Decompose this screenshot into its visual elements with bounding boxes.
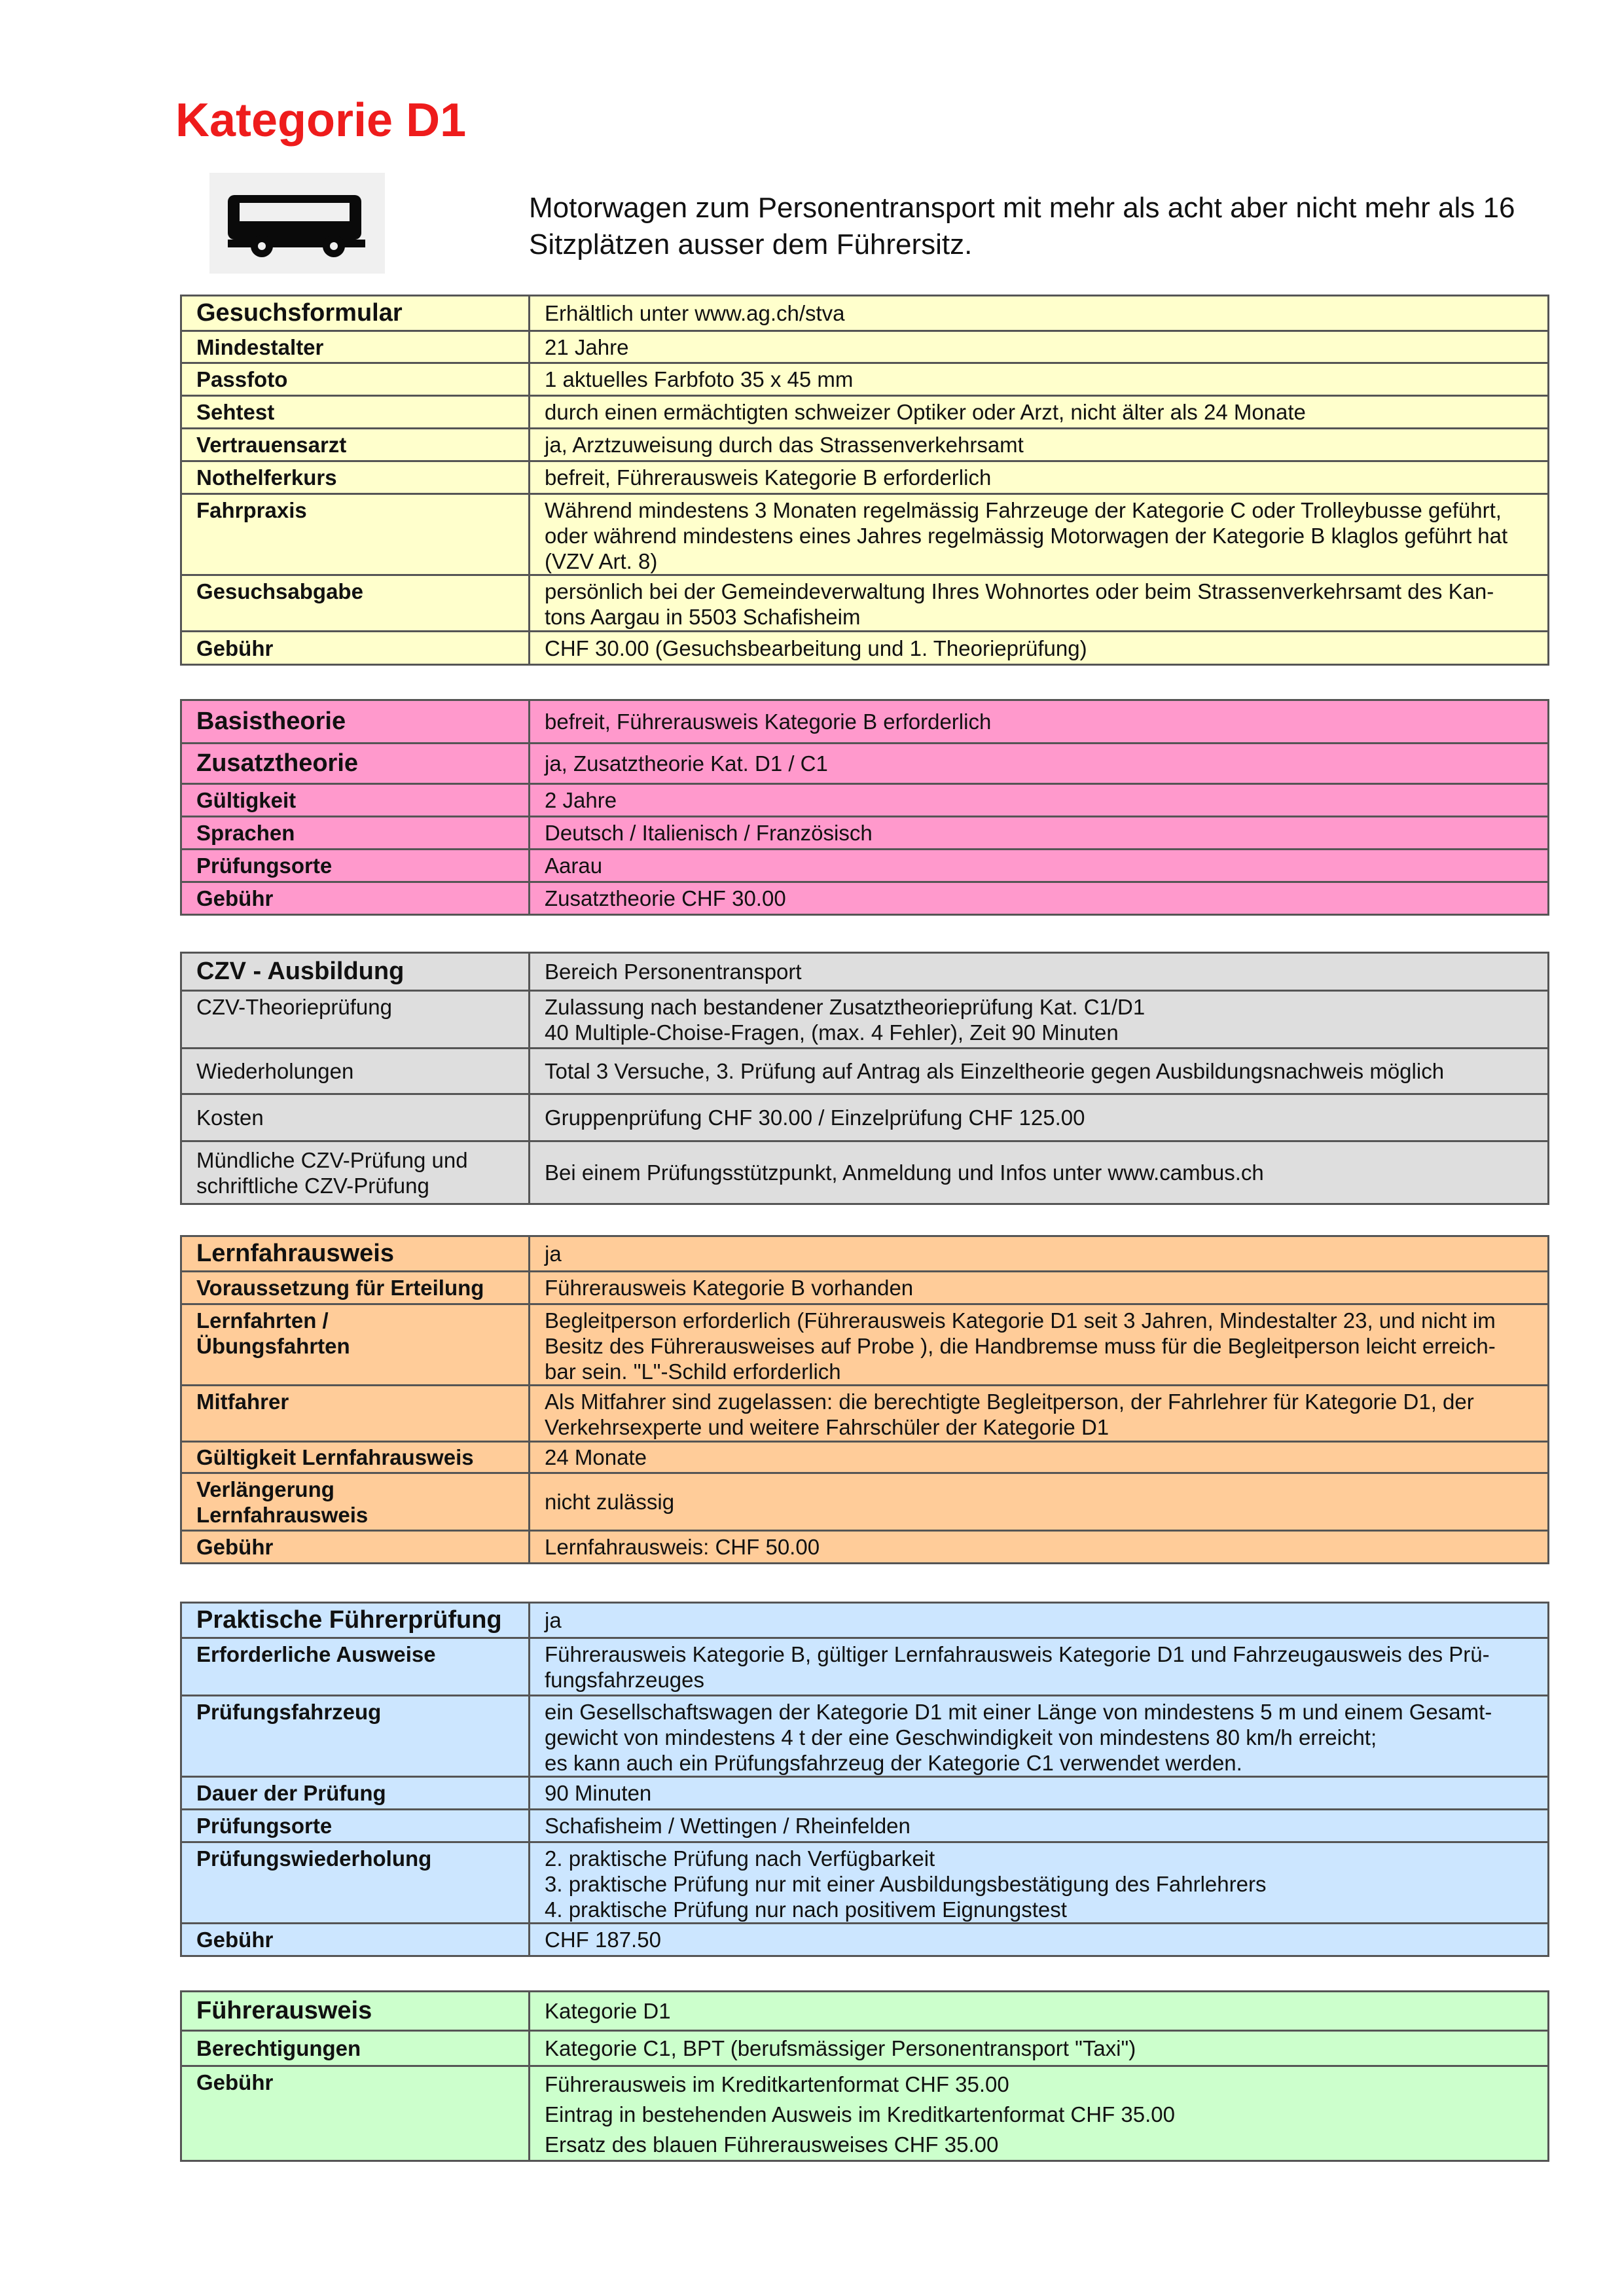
row-label: Prüfungswiederholung [181,1842,530,1924]
row-label: Prüfungsorte [181,850,530,882]
theory-table [180,699,1549,916]
table-row [181,331,1549,363]
row-label: Gesuchsabgabe [181,575,530,632]
row-value: Gruppenprüfung CHF 30.00 / Einzelprüfung CHF 125.00 [530,1094,1549,1141]
row-label: Gebühr [181,882,530,915]
row-label: Sehtest [181,396,530,429]
table-row [181,1094,1549,1141]
table-row [181,784,1549,817]
row-value: 21 Jahre [530,331,1549,363]
table-row [181,700,1549,744]
row-label: Vertrauensarzt [181,429,530,461]
row-value: Zusatztheorie CHF 30.00 [530,882,1549,915]
row-label: Mitfahrer [181,1386,530,1442]
row-value: 2. praktische Prüfung nach Verfügbarkeit 3. praktische Prüfung nur mit einer Ausbildungsbestätigung des Fahrlehrers 4. praktische Prüfung nur nach positivem Eignungstest [530,1842,1549,1924]
row-label: Voraussetzung für Erteilung [181,1272,530,1304]
row-value: nicht zulässig [530,1473,1549,1531]
row-label: Prüfungsfahrzeug [181,1696,530,1777]
table-row [181,296,1549,331]
row-value: ein Gesellschaftswagen der Kategorie D1 mit einer Länge von mindestens 5 m und einem Gesamt- gewicht von mindestens 4 t der eine Geschwindigkeit von mindestens 80 km/h erreicht; es kann auch ein Prüfungsfahrzeug der Kategorie C1 verwendet werden. [530,1696,1549,1777]
row-label: CZV-Theorieprüfung [181,991,530,1049]
table-row [181,1386,1549,1442]
table-row [181,953,1549,991]
row-value: Bereich Personentransport [530,953,1549,991]
table-row [181,1049,1549,1094]
table-row [181,1842,1549,1924]
row-value: Erhältlich unter www.ag.ch/stva [530,296,1549,331]
table-row [181,1638,1549,1696]
row-label: Gebühr [181,1531,530,1564]
table-row [181,850,1549,882]
bus-icon [223,186,372,263]
row-label: Sprachen [181,817,530,850]
table-row [181,1473,1549,1531]
table-row [181,1924,1549,1956]
row-value: 1 aktuelles Farbfoto 35 x 45 mm [530,363,1549,396]
license-table [180,1990,1549,2162]
row-value: Kategorie C1, BPT (berufsmässiger Personentransport "Taxi") [530,2031,1549,2066]
row-label: Mündliche CZV-Prüfung und schriftliche CZV-Prüfung [181,1141,530,1204]
row-value: ja, Zusatztheorie Kat. D1 / C1 [530,744,1549,784]
table-row [181,461,1549,494]
table-row [181,575,1549,632]
table-row [181,429,1549,461]
row-label: Gebühr [181,1924,530,1956]
practical-exam-table [180,1602,1549,1957]
table-row [181,1696,1549,1777]
row-label: Kosten [181,1094,530,1141]
table-row [181,2066,1549,2161]
row-value: befreit, Führerausweis Kategorie B erforderlich [530,700,1549,744]
row-value: Bei einem Prüfungsstützpunkt, Anmeldung und Infos unter www.cambus.ch [530,1141,1549,1204]
table-row [181,1810,1549,1842]
table-row [181,744,1549,784]
row-label: Gültigkeit Lernfahrausweis [181,1442,530,1473]
row-label: Mindestalter [181,331,530,363]
row-label: Gebühr [181,632,530,665]
table-row [181,1531,1549,1564]
table-row [181,1236,1549,1272]
row-value: Führerausweis im Kreditkartenformat CHF 35.00 Eintrag in bestehenden Ausweis im Kreditkartenformat CHF 35.00 Ersatz des blauen Führerausweises CHF 35.00 [530,2066,1549,2161]
row-value: Führerausweis Kategorie B, gültiger Lernfahrausweis Kategorie D1 und Fahrzeugausweis des Prü- fungsfahrzeuges [530,1638,1549,1696]
row-label: Verlängerung Lernfahrausweis [181,1473,530,1531]
row-label: Gültigkeit [181,784,530,817]
table-row [181,1992,1549,2031]
row-value: ja, Arztzuweisung durch das Strassenverkehrsamt [530,429,1549,461]
table-row [181,1777,1549,1810]
row-label: Gesuchsformular [181,296,530,331]
row-value: 90 Minuten [530,1777,1549,1810]
row-label: Praktische Führerprüfung [181,1603,530,1638]
row-label: Wiederholungen [181,1049,530,1094]
table-row [181,1603,1549,1638]
row-label: Passfoto [181,363,530,396]
row-value: Aarau [530,850,1549,882]
row-value: Während mindestens 3 Monaten regelmässig Fahrzeuge der Kategorie C oder Trolleybusse geführt, oder während mindestens eines Jahres regelmässig Motorwagen der Kategorie B klaglos geführt hat (VZV Art. 8) [530,494,1549,575]
table-row [181,1442,1549,1473]
table-row [181,632,1549,665]
czv-table [180,952,1549,1205]
table-row [181,494,1549,575]
row-value: Begleitperson erforderlich (Führerausweis Kategorie D1 seit 3 Jahren, Mindestalter 23, und nicht im Besitz des Führerausweises auf Probe ), die Handbremse muss für die Begleitperson leicht erreich- bar sein. "L"-Schild erforderlich [530,1304,1549,1386]
row-value: Führerausweis Kategorie B vorhanden [530,1272,1549,1304]
row-value: 24 Monate [530,1442,1549,1473]
table-row [181,817,1549,850]
row-value: durch einen ermächtigten schweizer Optiker oder Arzt, nicht älter als 24 Monate [530,396,1549,429]
row-value: Zulassung nach bestandener Zusatztheorieprüfung Kat. C1/D1 40 Multiple-Choise-Fragen, (max. 4 Fehler), Zeit 90 Minuten [530,991,1549,1049]
row-value: Total 3 Versuche, 3. Prüfung auf Antrag als Einzeltheorie gegen Ausbildungsnachweis möglich [530,1049,1549,1094]
category-description: Motorwagen zum Personentransport mit mehr als acht aber nicht mehr als 16 Sitzplätzen ausser dem Führersitz. [529,192,1515,260]
row-label: Lernfahrausweis [181,1236,530,1272]
table-row [181,396,1549,429]
row-value: Deutsch / Italienisch / Französisch [530,817,1549,850]
table-row [181,882,1549,915]
row-label: Führerausweis [181,1992,530,2031]
row-value: Kategorie D1 [530,1992,1549,2031]
row-label: Dauer der Prüfung [181,1777,530,1810]
row-label: Zusatztheorie [181,744,530,784]
row-value: Als Mitfahrer sind zugelassen: die berechtigte Begleitperson, der Fahrlehrer für Kategorie D1, der Verkehrsexperte und weitere Fahrschüler der Kategorie D1 [530,1386,1549,1442]
row-value: persönlich bei der Gemeindeverwaltung Ihres Wohnortes oder beim Strassenverkehrsamt des Kan- tons Aargau in 5503 Schafisheim [530,575,1549,632]
row-label: Nothelferkurs [181,461,530,494]
table-row [181,1141,1549,1204]
table-row [181,1272,1549,1304]
row-value: Schafisheim / Wettingen / Rheinfelden [530,1810,1549,1842]
row-value: ja [530,1603,1549,1638]
table-row [181,991,1549,1049]
row-label: Basistheorie [181,700,530,744]
row-label: CZV - Ausbildung [181,953,530,991]
row-label: Prüfungsorte [181,1810,530,1842]
row-label: Lernfahrten / Übungsfahrten [181,1304,530,1386]
row-value: Lernfahrausweis: CHF 50.00 [530,1531,1549,1564]
table-row [181,2031,1549,2066]
table-row [181,1304,1549,1386]
application-table [180,295,1549,666]
row-value: CHF 187.50 [530,1924,1549,1956]
row-label: Fahrpraxis [181,494,530,575]
row-value: befreit, Führerausweis Kategorie B erforderlich [530,461,1549,494]
table-row [181,363,1549,396]
page-title: Kategorie D1 [175,94,467,147]
row-label: Berechtigungen [181,2031,530,2066]
learner-permit-table [180,1235,1549,1564]
row-value: CHF 30.00 (Gesuchsbearbeitung und 1. Theorieprüfung) [530,632,1549,665]
bus-pictogram [209,173,385,274]
row-value: 2 Jahre [530,784,1549,817]
row-label: Erforderliche Ausweise [181,1638,530,1696]
row-label: Gebühr [181,2066,530,2161]
row-value: ja [530,1236,1549,1272]
